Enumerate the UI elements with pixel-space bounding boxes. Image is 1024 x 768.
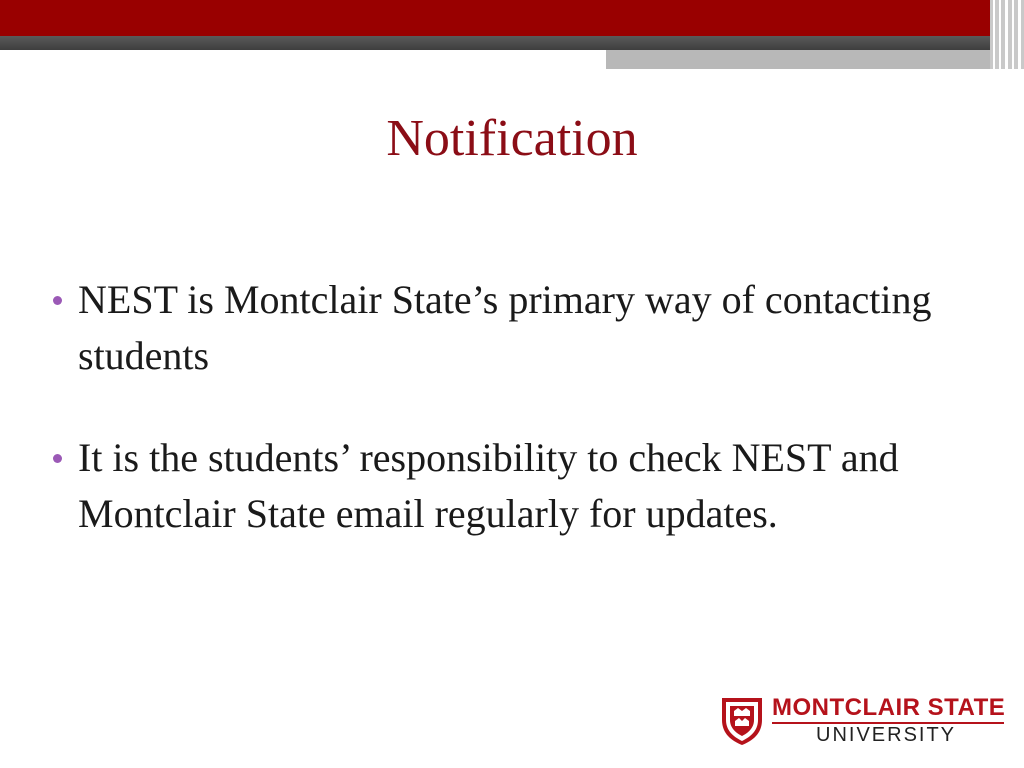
slide-title: Notification [386,110,638,167]
logo-subtitle: UNIVERSITY [816,724,957,746]
bullet-item [48,272,948,384]
header-red-bar [0,0,1024,36]
header-grey-bar [606,50,1024,69]
bullet-list [48,272,948,588]
bullet-text: NEST is Montclair State’s primary way of contacting students [78,277,932,378]
bullet-dot-icon [53,296,62,305]
university-logo [718,690,1008,750]
bullet-dot-icon [53,454,62,463]
bullet-text: It is the students’ responsibility to check NEST and Montclair State email regularly for updates. [78,435,899,536]
logo-name: MONTCLAIR STATE [772,694,1006,721]
header-dark-bar [0,36,1024,50]
header-stripes [990,0,1024,69]
shield-icon [720,694,764,746]
bullet-item [48,430,948,542]
